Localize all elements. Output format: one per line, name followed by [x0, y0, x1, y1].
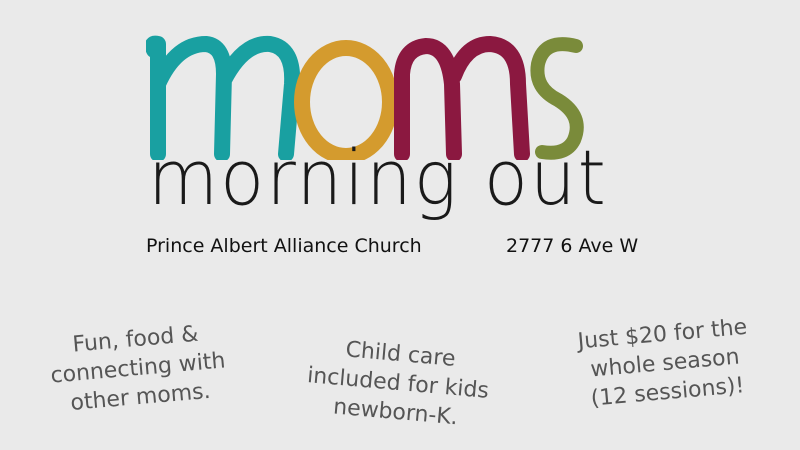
blurb-price — [557, 311, 774, 416]
blurb-child-care — [295, 331, 502, 435]
church-address: 2777 6 Ave W — [506, 235, 639, 257]
blurb-line: other moms. — [69, 378, 212, 417]
blurb-line: connecting with — [49, 348, 227, 389]
blurb-line: whole season — [589, 344, 741, 383]
blurb-fun-food — [35, 316, 242, 420]
logo-subtitle: morning out — [148, 133, 608, 223]
blurb-line: (12 sessions)! — [589, 373, 746, 412]
blurb-line: newborn-K. — [332, 394, 459, 431]
blurb-line: Fun, food & — [71, 321, 200, 358]
blurb-line: Just $20 for the — [576, 314, 749, 355]
blurb-line: included for kids — [306, 363, 490, 404]
church-name: Prince Albert Alliance Church — [146, 235, 422, 257]
blurb-line: Child care — [344, 337, 457, 372]
